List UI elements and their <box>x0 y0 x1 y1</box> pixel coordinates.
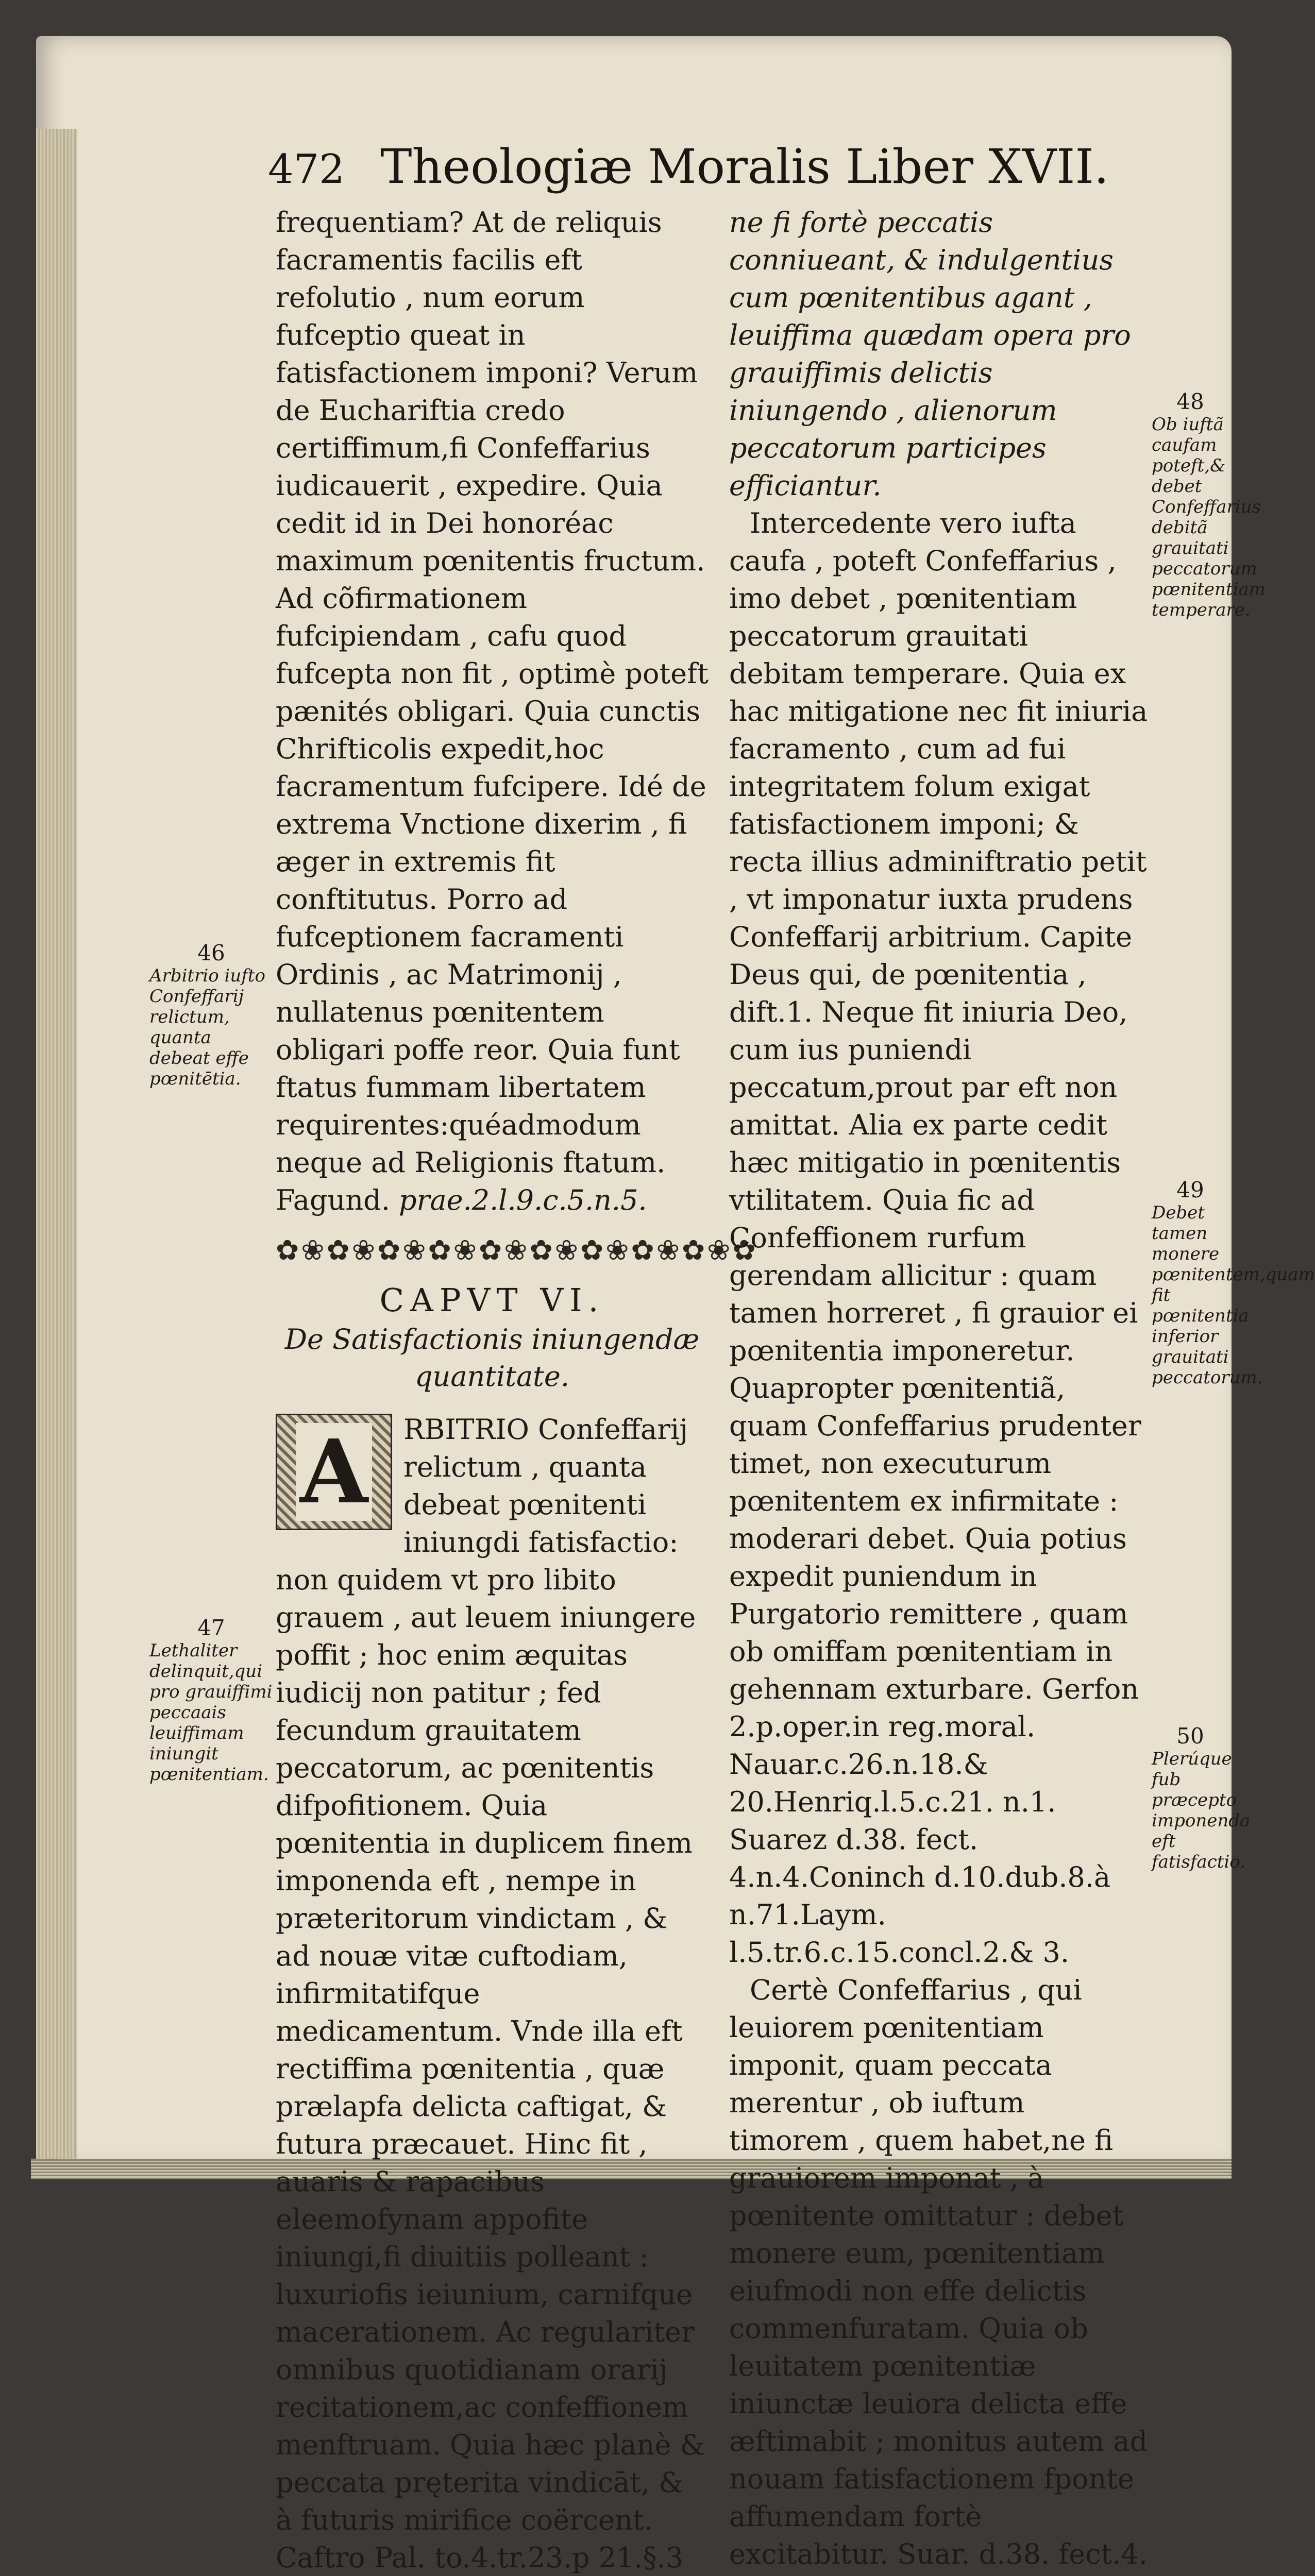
left-para-1: frequentiam? At de reliquis facramentis facilis eft refolutio , num eorum fufceptio queat in fatisfactionem imponi? Verum de Euchariftia credo certiffimum,fi Confeffarius iudicauerit , expedire. Quia cedit id in Dei honoréac maximum pœnitentis fructum. Ad cõfirmationem fufcipiendam , cafu quod fufcepta non fit , optimè poteft pænités obligari. Quia cunctis Chrifticolis expedit,hoc facramentum fufcipere. Idé de extrema Vnctione dixerim , fi æger in extremis fit conftitutus. Porro ad fufceptionem facramenti Ordinis , ac Matrimonij , nullatenus pœnitentem obligari poffe reor. Quia funt ftatus fummam libertatem requirentes:quéadmodum neque ad Religionis ftatum. Fagund. prae.2.l.9.c.5.n.5. <box>276 206 709 1216</box>
margin-note-50: 50 Plerúque fub præcepto imponenda eft fatisfactio. <box>1152 1723 1251 1872</box>
decorated-initial: A <box>276 1414 392 1530</box>
left-para-2: RBITRIO Confeffarij relictum , quanta debeat pœnitenti iniungdi fatisfactio: non quidem vt pro libito grauem , aut leuem iniungere poffit ; hoc enim æquitas iudicij non patitur ; fed fecundum grauitatem peccatorum, ac pœnitentis difpofitionem. Quia pœnitentia in duplicem finem imponenda eft , nempe in præteritorum vindictam , & ad nouæ vitæ cuftodiam, infirmitatifque medicamentum. Vnde illa eft rectiffima pœnitentia , quæ prælapfa delicta caftigat, & futura præcauet. Hinc fit , auaris & rapacibus eleemofynam appofite iniungi,fi diuitiis polleant : luxuriofis ieiunium, carnifque macerationem. Ac regulariter omnibus quotidianam orarij recitationem,ac confeffionem menftruam. Quia hæc planè & peccata pręterita vindicāt, & à futuris mirifice coërcent. Caftro Pal. to.4.tr.23.p 21.§.3 <box>276 1413 705 2574</box>
chapter-title: CAPVT VI. <box>379 1281 605 1319</box>
left-column <box>276 204 758 2576</box>
right-column <box>729 204 1149 2576</box>
margin-note-47: 47 Lethaliter delinquit,qui pro grauiffimi peccaais leuiffimam iniungit pœnitentiam. <box>149 1615 273 1785</box>
right-para-0: ne fi fortè peccatis conniueant, & indulgentius cum pœnitentibus agant , leuiffima quædam opera pro grauiffimis delictis iniungendo , alienorum peccatorum participes efficiantur. <box>729 206 1131 502</box>
chapter-subtitle: De Satisfactionis iniungendæ quantitate. <box>284 1323 700 1393</box>
right-para-1: Intercedente vero iufta caufa , poteft Confeffarius , imo debet , pœnitentiam peccatorum grauitati debitam temperare. Quia ex hac mitigatione nec fit iniuria facramento , cum ad fui integritatem folum exigat fatisfactionem imponi; & recta illius adminiftratio petit , vt imponatur iuxta prudens Confeffarij arbitrium. Capite Deus qui, de pœnitentia , dift.1. Neque fit iniuria Deo, cum ius puniendi peccatum,prout par eft non amittat. Alia ex parte cedit hæc mitigatio in pœnitentis vtilitatem. Quia fic ad Confeffionem rurfum gerendam allicitur : quam tamen horreret , fi grauior ei pœnitentia imponeretur. Quapropter pœnitentiã, quam Confeffarius prudenter timet, non executurum pœnitentem ex infirmitate : moderari debet. Quia potius expedit puniendum in Purgatorio remittere , quam ob omiffam pœnitentiam in gehennam exturbare. Gerfon 2.p.oper.in reg.moral. Nauar.c.26.n.18.& 20.Henriq.l.5.c.21. n.1. Suarez d.38. fect. 4.n.4.Coninch d.10.dub.8.à n.71.Laym. l.5.tr.6.c.15.concl.2.& 3. <box>729 507 1148 1969</box>
running-header <box>268 139 1109 194</box>
page-title: Theologiæ Moralis Liber XVII. <box>380 139 1109 194</box>
page-number: 472 <box>268 146 345 193</box>
margin-note-46: 46 Arbitrio iufto Confeffarij relictum, quanta debeat effe pœnitētia. <box>149 940 266 1089</box>
ornament-divider: ✿❀✿❀✿❀✿❀✿❀✿❀✿❀✿❀✿❀✿ <box>276 1234 758 1266</box>
margin-note-49: 49 Debet tamen monere pœnitentem,quam fit pœnitentia inferior grauitati peccatorum. <box>1152 1177 1315 1388</box>
right-para-2: Certè Confeffarius , qui leuiorem pœnitentiam imponit, quam peccata merentur , ob iuftum timorem , quem habet,ne fi grauiorem imponat , à pœnitente omittatur : debet monere eum, pœnitentiam eiufmodi non effe delictis commenfuratam. Quia ob leuitatem pœnitentiæ iniunctæ leuiora delicta effe æftimabit ; monitus autem ad nouam fatisfactionem fponte affumendam fortè excitabitur. Suar. d.38. fect.4. <box>729 1974 1148 2570</box>
margin-note-48: 48 Ob iuftã caufam poteft,& debet Confeffarius debitã grauitati peccatorum pœnitentiam temperare. <box>1152 389 1266 620</box>
page-edge <box>36 129 77 2169</box>
